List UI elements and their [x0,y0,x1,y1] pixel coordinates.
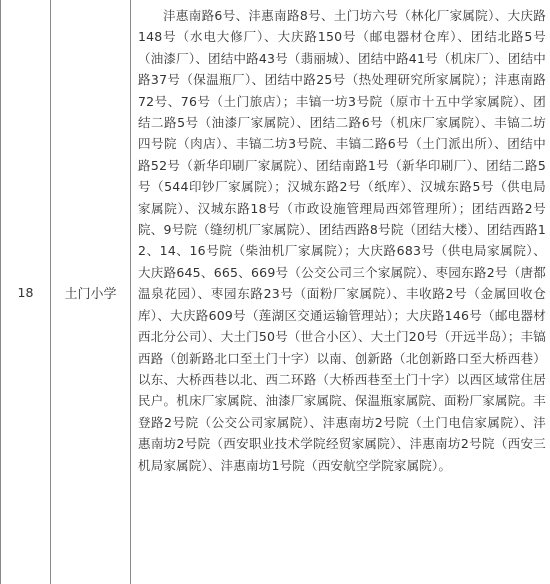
row-number: 18 [17,284,34,300]
school-name-cell [51,0,131,584]
table-row [1,0,550,584]
row-number-cell [1,0,51,584]
enrollment-scope-cell [131,0,550,584]
school-name: 土门小学 [64,286,117,302]
enrollment-scope-text: 沣惠南路6号、沣惠南路8号、土门坊六号（林化厂家属院）、大庆路148号（水电大修厂）、大庆路150号（邮电器材仓库）、团结北路5号（油漆厂）、团结中路43号（翡丽城）、团结中路41号（机床厂）、团结中路37号（保温瓶厂）、团结中路25号（热处理研究所家属院）；沣惠南路72号、76号（土门旅店）；丰镐一坊3号院（原市十五中学家属院）、团结二路5号（油漆厂家属院）、团结二路6号（机床厂家属院）、丰镐二坊四号院（肉店）、丰镐二坊3号院、丰镐二路6号（土门派出所）、团结中路52号（新华印刷厂家属院）、团结南路1号（新华印刷厂）、团结二路5号（544印钞厂家属院）；汉城东路2号（纸库）、汉城东路5号（供电局家属院）、汉城东路18号（市政设施管理局西郊管理所）；团结西路2号院、9号院（缝纫机厂家属院）、团结西路8号院（团结大楼）、团结西路12、14、16号院（柴油机厂家属院）；大庆路683号（供电局家属院）、大庆路645、665、669号（公交公司三个家属院）、枣园东路2号（唐都温泉花园）、枣园东路23号（面粉厂家属院）、丰收路2号（金属回收仓库）、大庆路609号（莲湖区交通运输管理站）；大庆路146号（邮电器材西北分公司）、大土门50号（世合小区）、大土门20号（开远半岛）；丰镐西路（创新路北口至土门十字）以南、创新路（北创新路口至大桥西巷）以东、大桥西巷以北、西二环路（大桥西巷至土门十字）以西区域常住居民户。机床厂家属院、油漆厂家属院、保温瓶家属院、面粉厂家属院。丰登路2号院（公交公司家属院）、沣惠南坊2号院（土门电信家属院）、沣惠南坊2号院（西安职业技术学院经贸家属院）、沣惠南坊2号院（西安三机局家属院）、沣惠南坊1号院（西安航空学院家属院）。 [138,8,546,473]
